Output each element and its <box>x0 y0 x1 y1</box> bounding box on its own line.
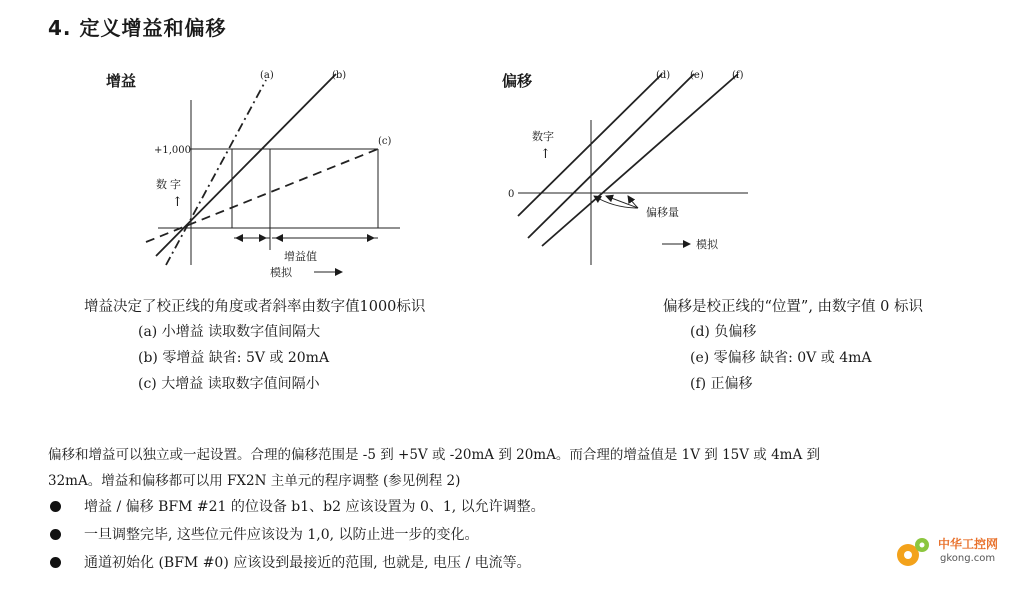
bullet-dot-2 <box>50 529 61 540</box>
offset-label-d: (d) <box>656 70 671 81</box>
gain-heading: 增益 <box>106 72 137 90</box>
bullet-item-1: 增益 / 偏移 BFM #21 的位设备 b1、b2 应该设置为 0、1, 以允许调整。 <box>84 499 545 515</box>
gain-line-a <box>166 80 266 265</box>
gain-line-b <box>156 74 336 256</box>
gain-item-a: (a) 小增益 读取数字值间隔大 <box>138 324 321 340</box>
offset-diagram <box>496 60 776 290</box>
offset-y-label: 数字 <box>532 130 554 143</box>
gain-item-c: (c) 大增益 读取数字值间隔小 <box>138 376 320 392</box>
gain-arrow-up: ↑ <box>172 195 183 210</box>
gain-item-b: (b) 零增益 缺省: 5V 或 20mA <box>138 350 330 366</box>
gain-label-c: (c) <box>378 136 392 147</box>
bullet-item-2: 一旦调整完毕, 这些位元件应该设为 1,0, 以防止进一步的变化。 <box>84 527 479 543</box>
watermark-site-name: 中华工控网 <box>938 537 999 551</box>
gain-label-a: (a) <box>260 70 274 81</box>
site-watermark <box>890 529 1010 577</box>
offset-item-f: (f) 正偏移 <box>690 376 753 392</box>
gain-x-label-2: 模拟 <box>270 266 292 279</box>
offset-line-f <box>542 74 738 246</box>
offset-heading: 偏移 <box>502 72 533 90</box>
offset-label-f: (f) <box>732 70 744 81</box>
bullet-item-3: 通道初始化 (BFM #0) 应该设到最接近的范围, 也就是, 电压 / 电流等。 <box>84 555 531 571</box>
bullet-dot-1 <box>50 501 61 512</box>
watermark-url: gkong.com <box>940 553 996 564</box>
gain-x-label-1: 增益值 <box>284 250 317 263</box>
bullet-dot-3 <box>50 557 61 568</box>
offset-line-d <box>518 74 662 216</box>
offset-item-d: (d) 负偏移 <box>690 324 757 340</box>
offset-amount-label: 偏移量 <box>646 206 679 219</box>
gain-y-label-1: 数 <box>156 178 167 191</box>
gear-icon <box>890 531 934 575</box>
gain-y-label-2: 字 <box>170 178 181 191</box>
gain-label-b: (b) <box>332 70 347 81</box>
offset-label-e: (e) <box>690 70 704 81</box>
gain-diagram <box>100 60 430 290</box>
offset-arrow-up: ↑ <box>540 147 551 162</box>
paragraph-line-1: 偏移和增益可以独立或一起设置。合理的偏移范围是 -5 到 +5V 或 -20mA 到 20mA。而合理的增益值是 1V 到 15V 或 4mA 到 <box>48 447 821 463</box>
gain-description: 增益决定了校正线的角度或者斜率由数字值1000标识 <box>84 299 426 315</box>
offset-item-e: (e) 零偏移 缺省: 0V 或 4mA <box>690 350 872 366</box>
section-title: 4. 定义增益和偏移 <box>48 16 227 40</box>
offset-description: 偏移是校正线的“位置”, 由数字值 0 标识 <box>663 299 923 315</box>
offset-x-label: 模拟 <box>696 238 718 251</box>
gain-y-value: +1,000 <box>154 145 192 156</box>
paragraph-line-2: 32mA。增益和偏移都可以用 FX2N 主单元的程序调整 (参见例程 2) <box>48 473 461 489</box>
offset-zero-tick: 0 <box>508 189 515 200</box>
